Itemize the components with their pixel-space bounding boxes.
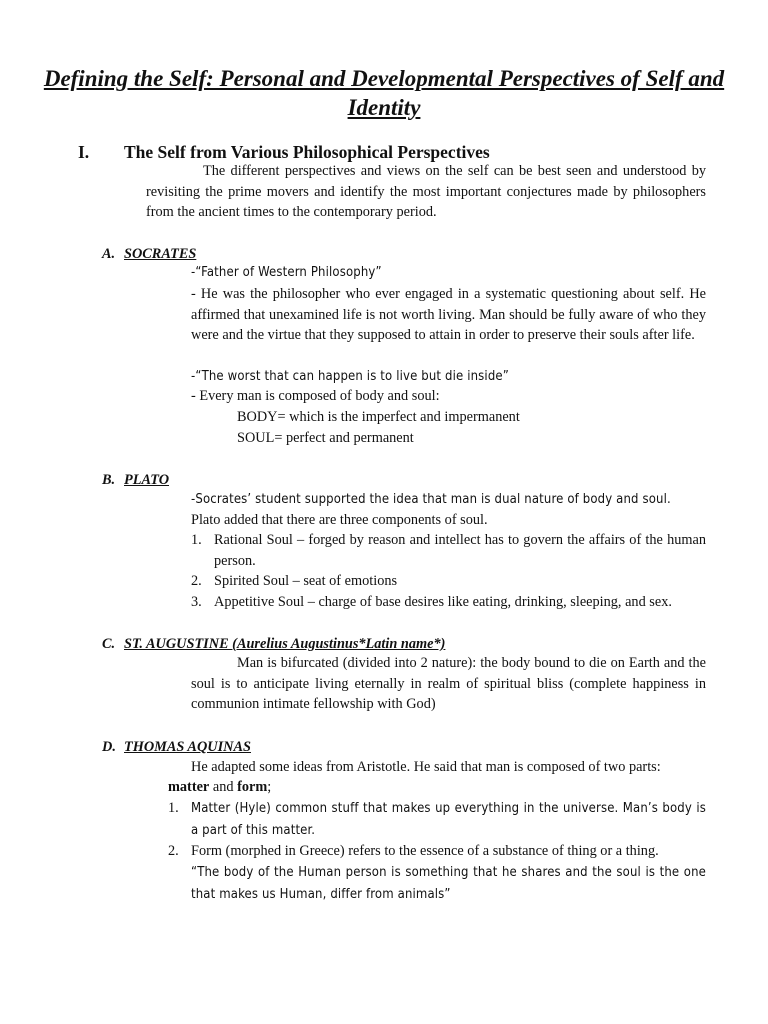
aquinas-intro-text: He adapted some ideas from Aristotle. He said that man is composed of two parts:	[191, 759, 661, 775]
list-item	[191, 592, 706, 613]
list-item	[191, 571, 706, 592]
heading-letter: C.	[102, 636, 116, 652]
socrates-composed: - Every man is composed of body and soul:	[191, 388, 440, 404]
aquinas-list	[168, 798, 706, 906]
socrates-soul: SOUL= perfect and permanent	[237, 430, 414, 446]
plato-soul-list	[191, 530, 706, 613]
list-item-number: 3.	[191, 594, 202, 611]
section-title: The Self from Various Philosophical Perspectives	[124, 142, 490, 162]
heading-name: SOCRATES	[124, 246, 197, 262]
aquinas-parts	[168, 777, 271, 798]
socrates-body: BODY= which is the imperfect and impermanent	[237, 409, 520, 425]
list-item	[191, 530, 706, 571]
aquinas-quote: “The body of the Human person is something that he shares and the soul is the one that makes us Human, differ from animals”	[191, 865, 706, 902]
list-item-text: Form (morphed in Greece) refers to the essence of a substance of thing or a thing.	[191, 843, 659, 860]
augustine-paragraph: Man is bifurcated (divided into 2 nature): the body bound to die on Earth and the soul is to anticipate living eternally in realm of spiritual bliss (complete happiness in communion intimate fellowship with God)	[191, 655, 706, 713]
list-item-text: Spirited Soul – seat of emotions	[214, 573, 398, 590]
heading-plato	[102, 470, 169, 490]
section-number: I.	[78, 142, 90, 162]
list-item-number: 1.	[168, 800, 179, 816]
heading-augustine	[102, 634, 445, 654]
heading-letter: D.	[102, 739, 116, 755]
list-item-number: 1.	[191, 532, 202, 548]
semicolon: ;	[267, 779, 272, 795]
list-item-number: 2.	[168, 843, 179, 860]
heading-letter: B.	[102, 472, 116, 488]
heading-aquinas	[102, 737, 251, 757]
heading-letter: A.	[102, 246, 116, 262]
section-intro: The different perspectives and views on the self can be best seen and understood by revisiting the prime movers and identify the most important conjectures made by philosophers from the ancient times to the contemporary period.	[146, 163, 706, 221]
socrates-quote-worst: -“The worst that can happen is to live but die inside”	[191, 369, 509, 384]
socrates-quote-father: -“Father of Western Philosophy”	[191, 265, 382, 280]
conjunction: and	[212, 779, 234, 795]
term-form: form	[237, 779, 268, 795]
term-matter: matter	[168, 779, 210, 795]
list-item-text: Matter (Hyle) common stuff that makes up everything in the universe. Man’s body is a part of this matter.	[191, 801, 706, 838]
plato-line-2: Plato added that there are three components of soul.	[191, 512, 488, 528]
plato-line-1: -Socrates’ student supported the idea that man is dual nature of body and soul.	[191, 492, 671, 507]
heading-name: ST. AUGUSTINE (Aurelius Augustinus*Latin name*)	[124, 636, 446, 652]
list-item-text: Rational Soul – forged by reason and intellect has to govern the affairs of the human person.	[214, 532, 706, 569]
list-item	[168, 841, 706, 905]
heading-name: PLATO	[124, 472, 170, 488]
document-title: Defining the Self: Personal and Developmental Perspectives of Self and Identity	[43, 66, 725, 120]
list-item-number: 2.	[191, 573, 202, 590]
socrates-paragraph: - He was the philosopher who ever engaged in a systematic questioning about self. He affirmed that unexamined life is not worth living. Man should be fully aware of who they were and the virtue that they supposed to attain in order to preserve their souls after life.	[191, 286, 706, 344]
list-item	[168, 798, 706, 841]
heading-socrates	[102, 244, 196, 264]
list-item-text: Appetitive Soul – charge of base desires like eating, drinking, sleeping, and sex.	[214, 594, 672, 611]
heading-name: THOMAS AQUINAS	[124, 739, 251, 755]
